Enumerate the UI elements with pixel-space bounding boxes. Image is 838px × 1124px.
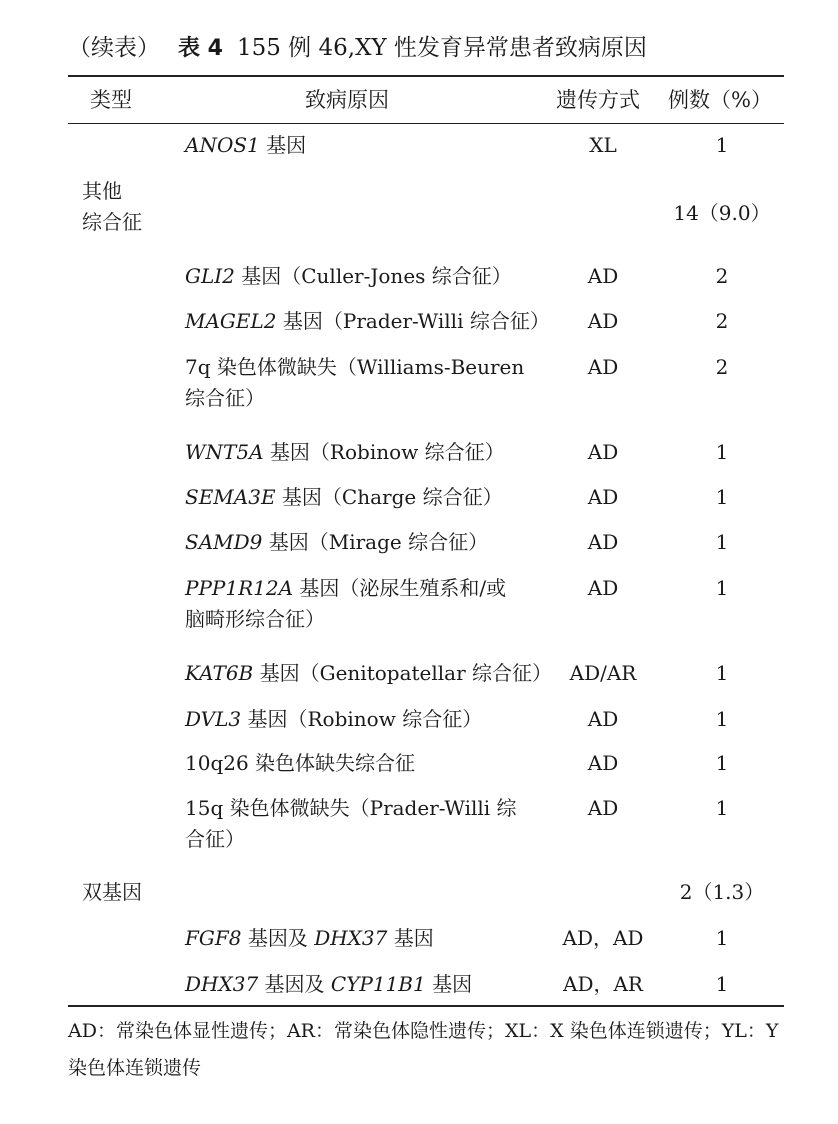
cell-count: 2 [715, 355, 729, 379]
cell-inheritance: AD [587, 485, 619, 509]
cause-line: 合征） [185, 827, 245, 851]
cell-cause [185, 482, 555, 513]
cell-count: 1 [715, 972, 729, 996]
header-rule [68, 123, 784, 124]
cell-cause [185, 352, 555, 414]
cause-text: 7q 染色体微缺失（Williams-Beuren [185, 355, 525, 379]
gene-name: PPP1R12A [185, 576, 294, 600]
caption-continued: （续表） [68, 35, 160, 61]
cell-inheritance: AD [587, 309, 619, 333]
cell-count: 14（9.0） [673, 201, 771, 225]
cell-inheritance: AD [587, 576, 619, 600]
gene-name: SEMA3E [185, 485, 276, 509]
table-title: 155 例 46,XY 性发育异常患者致病原因 [236, 35, 647, 61]
cause-line [185, 658, 555, 689]
cause-text: 基因（泌尿生殖系和/或 [293, 576, 507, 600]
cell-inheritance: AD [587, 751, 619, 775]
cause-line: 脑畸形综合征） [185, 607, 325, 631]
cell-count: 1 [715, 440, 729, 464]
type-line: 综合征 [82, 210, 142, 234]
header-cause: 致病原因 [305, 88, 389, 112]
cause-text: 基因（Mirage 综合征） [262, 530, 489, 554]
gene-name: DVL3 [185, 707, 242, 731]
gene-name: MAGEL2 [185, 309, 277, 333]
cell-inheritance: AD [587, 796, 619, 820]
cell-count: 1 [715, 926, 729, 950]
gene-name: DHX37 [185, 972, 259, 996]
cause-line [185, 261, 555, 292]
cell-cause [185, 130, 555, 161]
cause-text: 基因（Culler-Jones 综合征） [234, 264, 512, 288]
cause-text: 15q 染色体微缺失（Prader-Willi 综 [185, 796, 517, 820]
cell-count: 2 [715, 309, 729, 333]
cell-inheritance: AD [587, 355, 619, 379]
cause-text: 基因 [259, 133, 307, 157]
cell-count: 2（1.3） [679, 880, 765, 904]
gene-name: ANOS1 [185, 133, 260, 157]
cell-inheritance: AD/AR [569, 661, 637, 685]
cell-count: 1 [715, 751, 729, 775]
cell-inheritance: XL [589, 133, 617, 157]
cause-text: 基因（Robinow 综合征） [263, 440, 505, 464]
cause-line [185, 793, 555, 824]
gene-name: GLI2 [185, 264, 235, 288]
bottom-rule [68, 1005, 784, 1007]
type-line: 双基因 [82, 880, 142, 904]
type-line: 其他 [82, 179, 122, 203]
cause-text: 基因 [425, 972, 473, 996]
cell-cause [185, 658, 555, 689]
cell-inheritance: AD [587, 707, 619, 731]
cause-text: 基因（Genitopatellar 综合征） [253, 661, 553, 685]
header-inheritance: 遗传方式 [556, 88, 640, 112]
cell-inheritance: AD，AR [563, 972, 643, 996]
cell-cause [185, 704, 555, 735]
cell-cause [185, 969, 555, 1000]
cause-line [185, 923, 555, 954]
cause-line [185, 969, 555, 1000]
header-type: 类型 [90, 88, 132, 112]
cause-line [185, 130, 555, 161]
cause-text: 基因 [387, 926, 434, 950]
cause-text: 基因（Charge 综合征） [275, 485, 503, 509]
cell-count: 1 [715, 707, 729, 731]
gene-name: SAMD9 [185, 530, 263, 554]
cell-cause [185, 923, 555, 954]
gene-name: KAT6B [185, 661, 254, 685]
cause-line [185, 704, 555, 735]
cell-inheritance: AD [587, 530, 619, 554]
cell-inheritance: AD，AD [562, 926, 644, 950]
gene-name: FGF8 [185, 926, 242, 950]
cell-count: 1 [715, 530, 729, 554]
table-caption [68, 26, 788, 70]
cell-type [82, 176, 172, 238]
cause-line [185, 748, 555, 779]
cause-line [185, 437, 555, 468]
cell-cause [185, 748, 555, 779]
table-number: 表 4 [178, 36, 223, 61]
header-count: 例数（%） [668, 88, 772, 112]
table-footnote: AD：常染色体显性遗传；AR：常染色体隐性遗传；XL：X 染色体连锁遗传；YL：Y 染色体连锁遗传 [68, 1020, 779, 1079]
cause-text: 基因（Robinow 综合征） [241, 707, 483, 731]
cause-text: 10q26 染色体缺失综合征 [185, 751, 416, 775]
cell-cause [185, 527, 555, 558]
cell-count: 1 [715, 661, 729, 685]
cause-text: 基因（Prader-Willi 综合征） [276, 309, 550, 333]
cause-line [185, 352, 555, 383]
cell-cause [185, 573, 555, 635]
cause-line [185, 306, 555, 337]
cell-count: 1 [715, 485, 729, 509]
cause-text: 基因及 [241, 926, 315, 950]
cell-inheritance: AD [587, 264, 619, 288]
cause-line [185, 482, 555, 513]
cell-cause [185, 306, 555, 337]
cause-line [185, 573, 555, 604]
gene-name: WNT5A [185, 440, 264, 464]
cell-inheritance: AD [587, 440, 619, 464]
cell-cause [185, 261, 555, 292]
cell-count: 1 [715, 576, 729, 600]
gene-name: DHX37 [314, 926, 388, 950]
cause-line: 综合征） [185, 386, 265, 410]
cause-line [185, 527, 555, 558]
cell-cause [185, 437, 555, 468]
cell-type [82, 877, 172, 908]
cell-cause [185, 793, 555, 855]
gene-name: CYP11B1 [330, 972, 426, 996]
cell-count: 2 [715, 264, 729, 288]
cell-count: 1 [715, 796, 729, 820]
cause-text: 基因及 [258, 972, 331, 996]
table-header [0, 77, 838, 123]
cell-count: 1 [715, 133, 729, 157]
